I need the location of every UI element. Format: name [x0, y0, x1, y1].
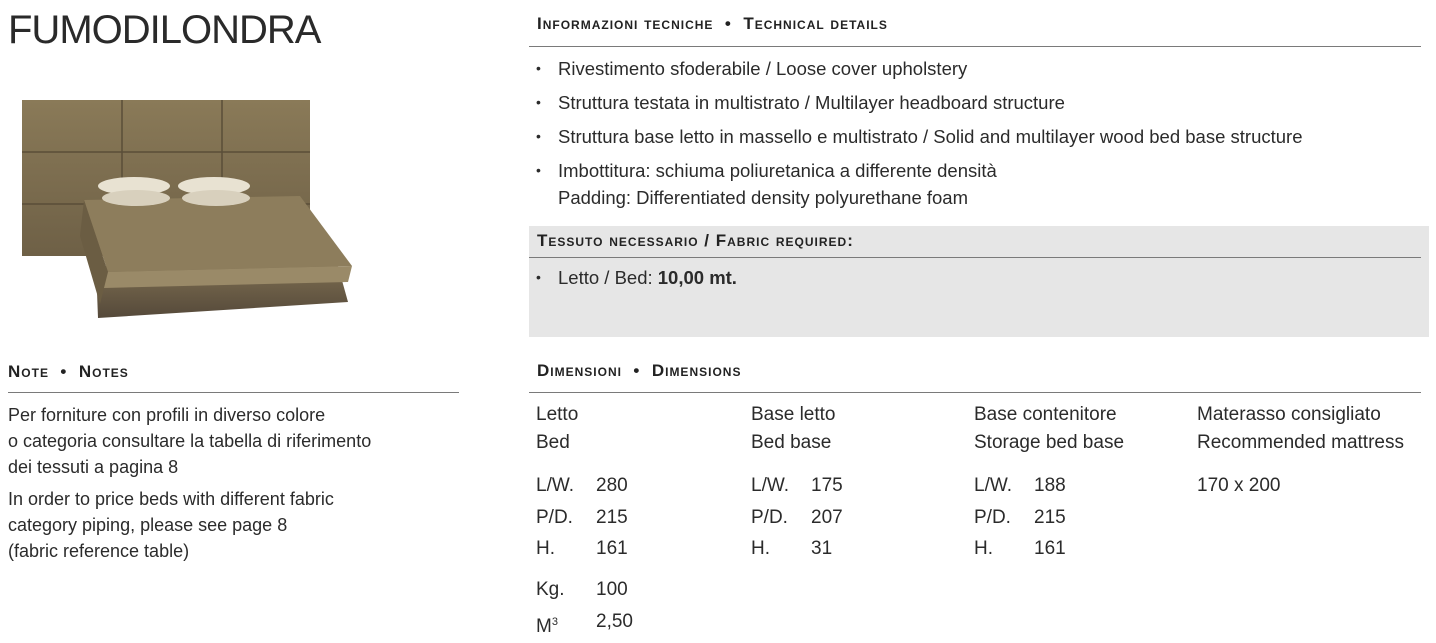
- dim-value: 207: [811, 506, 843, 528]
- dim-value: 31: [811, 538, 833, 559]
- list-item: [530, 157, 1425, 211]
- notes-line: In order to price beds with different fabric: [8, 489, 334, 509]
- dimensions-heading-en: Dimensions: [651, 361, 742, 380]
- technical-heading-en: Technical details: [743, 14, 888, 33]
- dim-row-size: [1197, 470, 1404, 502]
- dim-extra: [536, 574, 633, 643]
- notes-it: [8, 402, 371, 480]
- dim-row-h: [751, 533, 843, 565]
- list-item-text: Rivestimento sfoderabile / Loose cover upholstery: [558, 58, 968, 79]
- technical-heading-it: Informazioni tecniche: [537, 14, 714, 33]
- technical-heading: [537, 14, 888, 34]
- dim-value: 188: [1034, 475, 1066, 496]
- notes-heading: [8, 362, 129, 382]
- fabric-item-value: 10,00 mt.: [657, 267, 737, 288]
- dim-row-lw: [751, 470, 843, 502]
- dim-column-title-en: Bed base: [751, 432, 832, 453]
- dim-value: 161: [596, 538, 628, 559]
- dim-label: P/D.: [974, 506, 1011, 528]
- dim-row-h: [536, 533, 628, 565]
- dim-column-title-en: Bed: [536, 432, 570, 453]
- list-item-text-en: Padding: Differentiated density polyurethane foam: [558, 187, 969, 208]
- dim-row-pd: [751, 502, 843, 534]
- dim-row-pd: [536, 502, 628, 534]
- dim-value: 100: [596, 579, 628, 600]
- notes-heading-it: Note: [8, 362, 49, 381]
- list-item-text: Struttura base letto in massello e multistrato / Solid and multilayer wood bed base structure: [558, 126, 1303, 147]
- dim-row-h: [974, 533, 1124, 565]
- product-image: [18, 96, 358, 324]
- dim-value: 2,50: [596, 611, 633, 632]
- fabric-list: [530, 264, 1410, 298]
- dim-value: 170 x 200: [1197, 475, 1281, 496]
- dim-row-kg: [536, 574, 633, 606]
- dim-column-mattress: [1197, 401, 1404, 502]
- dim-label: [536, 606, 596, 643]
- notes-heading-en: Notes: [78, 362, 129, 381]
- heading-separator: •: [54, 362, 74, 381]
- dim-label: L/W.: [751, 475, 790, 496]
- dim-label: L/W.: [536, 475, 575, 496]
- dim-column-title: Materasso consigliato: [1197, 404, 1381, 425]
- list-item-text: Struttura testata in multistrato / Multilayer headboard structure: [558, 92, 1065, 113]
- dimensions-heading-it: Dimensioni: [537, 361, 622, 380]
- dim-label: P/D.: [536, 506, 573, 528]
- list-item: [530, 264, 1410, 291]
- dim-value: 280: [596, 475, 628, 496]
- dim-column-title-en: Storage bed base: [974, 432, 1125, 453]
- dimensions-rule: [529, 392, 1421, 393]
- notes-line: o categoria consultare la tabella di riferimento: [8, 431, 372, 451]
- dim-column-bed: [536, 401, 628, 565]
- notes-line: category piping, please see page 8: [8, 515, 288, 535]
- dim-label: Kg.: [536, 579, 565, 600]
- dim-column-title: Base contenitore: [974, 404, 1117, 425]
- dim-label-base: M: [536, 616, 552, 637]
- heading-separator: •: [627, 361, 647, 380]
- list-item: [530, 123, 1425, 150]
- dim-column-title-en: Recommended mattress: [1197, 432, 1404, 453]
- product-title: FUMODILONDRA: [8, 8, 321, 52]
- dim-value: 215: [1034, 506, 1066, 528]
- fabric-item-label: Letto / Bed:: [558, 267, 658, 288]
- dim-label: P/D.: [751, 506, 788, 528]
- fabric-heading: Tessuto necessario / Fabric required:: [537, 231, 854, 250]
- dim-label: L/W.: [974, 475, 1013, 496]
- notes-rule: [8, 392, 459, 393]
- dim-value: 215: [596, 506, 628, 528]
- dim-row-lw: [974, 470, 1124, 502]
- dim-row-pd: [974, 502, 1124, 534]
- dim-label-sup: 3: [551, 616, 558, 628]
- dim-column-title: Base letto: [751, 404, 836, 425]
- technical-list: [530, 55, 1425, 218]
- dim-column-bed-base: [751, 401, 843, 565]
- technical-rule: [529, 46, 1421, 47]
- heading-separator: •: [719, 14, 738, 33]
- list-item-text: • Imbottitura: schiuma poliuretanica a differente densità: [558, 160, 997, 181]
- dim-value: 175: [811, 475, 843, 496]
- dim-label: H.: [751, 538, 770, 559]
- list-item: [530, 89, 1425, 116]
- dim-row-m3: [536, 606, 633, 643]
- notes-en: [8, 486, 334, 564]
- dim-label: H.: [974, 538, 993, 559]
- dim-row-lw: [536, 470, 628, 502]
- dim-column-storage-base: [974, 401, 1124, 565]
- dim-column-title: Letto: [536, 404, 579, 425]
- fabric-rule: [529, 257, 1421, 258]
- dim-value: 161: [1034, 538, 1066, 559]
- dimensions-heading: [537, 361, 741, 381]
- notes-line: Per forniture con profili in diverso colore: [8, 405, 326, 425]
- list-item: [530, 55, 1425, 82]
- dim-label: H.: [536, 538, 555, 559]
- notes-line: dei tessuti a pagina 8: [8, 457, 179, 477]
- notes-line: (fabric reference table): [8, 541, 190, 561]
